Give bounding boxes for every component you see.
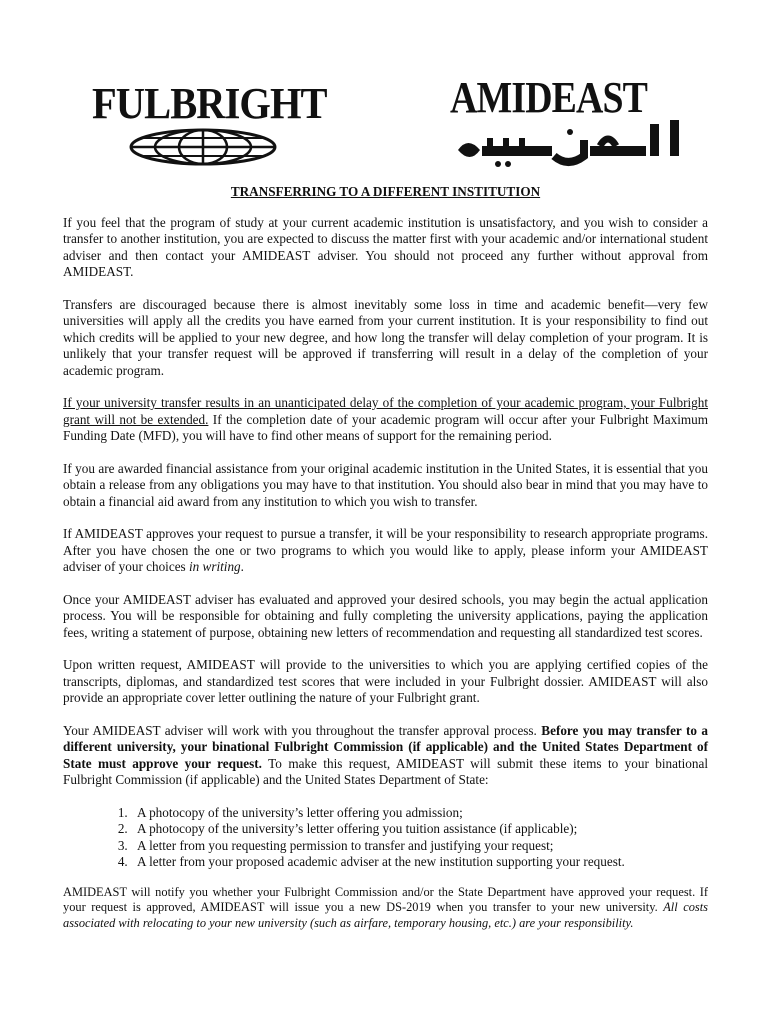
page-title: TRANSFERRING TO A DIFFERENT INSTITUTION <box>230 184 541 199</box>
notification-text: AMIDEAST will notify you whether your Fulbright Commission and/or the State Department have approved your request. If your request is approved, AMIDEAST will issue you a new DS-2019 when you transfer to your new university. <box>63 884 708 914</box>
fulbright-wordmark: FULBRIGHT <box>92 79 327 128</box>
document-body <box>63 184 708 947</box>
paragraph-financial-assistance: If you are awarded financial assistance from your original academic institution in the United States, it is essential that you obtain a release from any obligations you may have to that institution. You should also bear in mind that you may have to obtain a financial aid award from any institution to which you wish to transfer. <box>63 460 708 509</box>
list-item: 4. A letter from your proposed academic adviser at the new institution supporting your request. <box>131 854 708 871</box>
paragraph-application-process: Once your AMIDEAST adviser has evaluated and approved your desired schools, you may begin the actual application process. You will be responsible for obtaining and fully completing the university applications, paying the application fees, writing a statement of purpose, obtaining new letters of recommendation and requesting all standardized test scores. <box>63 591 708 640</box>
list-item: 2. A photocopy of the university’s letter offering you tuition assistance (if applicable); <box>131 821 708 838</box>
logo-header <box>0 72 770 172</box>
amideast-logo <box>450 73 686 176</box>
paragraph-written-request: Upon written request, AMIDEAST will provide to the universities to which you are applying certified copies of the transcripts, diplomas, and standardized test scores that were included in your Fulbright dossier. AMIDEAST will also provide an appropriate cover letter outlining the nature of your Fulbright grant. <box>63 657 708 705</box>
paragraph-grant-extension <box>63 395 708 445</box>
costs-disclaimer: All costs associated with relocating to your new university (such as airfare, temporary housing, etc.) are your responsibility. <box>63 900 708 930</box>
paragraph-discouraged: Transfers are discouraged because there is almost inevitably some loss in time and academic benefit—very few universities will apply all the credits you have earned from your current institution. It is your responsibility to find out which credits will be applied to your new degree, and how long the transfer will delay completion of your program. It is unlikely that your transfer request will be approved if transferring will result in a delay of the completion of your academic program. <box>63 296 708 378</box>
approval-submission: To make this request, AMIDEAST will submit these items to your binational Fulbright Commission (if applicable) and the United States Department of State: <box>63 755 708 787</box>
paragraph-mfd: If the completion date of your academic program will occur after your Fulbright Maximum Funding Date (MFD), you will have to find other means of support for the remaining period. <box>63 411 708 443</box>
paragraph-approval-process <box>63 723 708 789</box>
in-writing-emphasis: in writing <box>188 559 241 574</box>
paragraph-notification <box>63 885 708 932</box>
approval-requirement: Before you may transfer to a different university, your binational Fulbright Commission (if applicable) and the United States Department of State must approve your request. <box>63 722 708 771</box>
list-item: 3. A letter from you requesting permission to transfer and justifying your request; <box>131 838 708 855</box>
amideast-arabic-wordmark <box>450 120 686 172</box>
grant-warning: If your university transfer results in an unanticipated delay of the completion of your academic program, your Fulbright grant will not be extended. <box>63 395 708 427</box>
list-item: 1. A photocopy of the university’s letter offering you admission; <box>131 805 708 822</box>
fulbright-logo <box>92 79 327 172</box>
paragraph-intro: If you feel that the program of study at your current academic institution is unsatisfactory, and you wish to consider a transfer to another institution, you are expected to discuss the matter first with your academic and/or international student adviser and then contact your AMIDEAST adviser. You should not proceed any further without approval from AMIDEAST. <box>63 214 708 279</box>
paragraph-research-text: If AMIDEAST approves your request to pursue a transfer, it will be your responsibility to research appropriate programs. After you have chosen the one or two programs to which you would like to apply, please inform your AMIDEAST adviser of your choices <box>63 526 708 574</box>
paragraph-research-end: . <box>240 559 244 574</box>
globe-icon <box>128 128 278 166</box>
paragraph-research-programs <box>63 526 708 576</box>
amideast-wordmark: AMIDEAST <box>450 73 648 122</box>
approval-intro: Your AMIDEAST adviser will work with you throughout the transfer approval process. <box>63 722 542 738</box>
required-items-list <box>63 805 708 871</box>
